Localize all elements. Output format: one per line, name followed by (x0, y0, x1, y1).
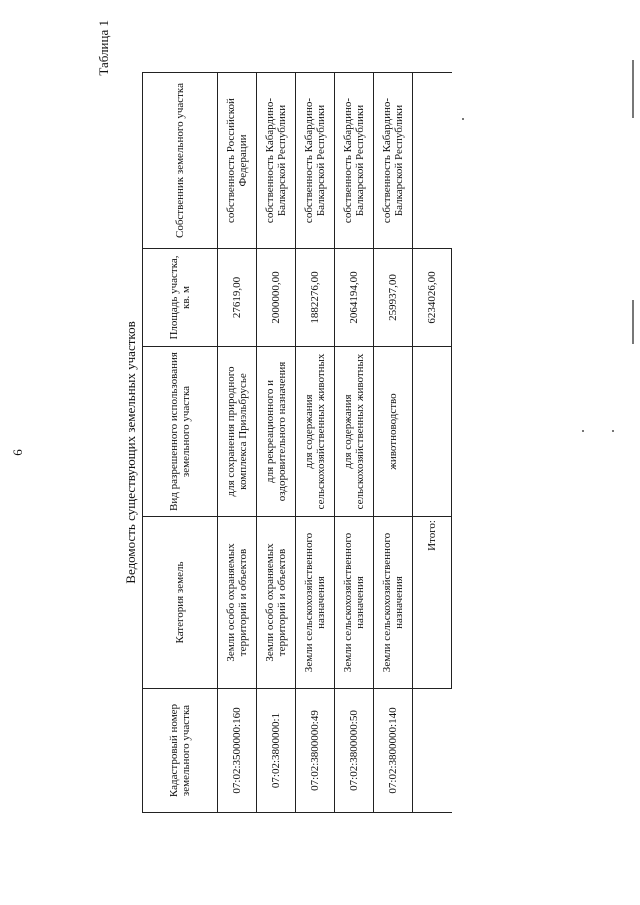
cell-area: 1882276,00 (296, 249, 335, 347)
header-land-category: Категория земель (143, 517, 218, 689)
cell-land-category: Земли сельскохозяйственного назначения (374, 517, 413, 689)
table-label: Таблица 1 (96, 20, 111, 76)
cell-area: 2064194,00 (335, 249, 374, 347)
scan-edge-mark (632, 300, 634, 344)
cell-land-category: Земли особо охраняемых территорий и объектов (257, 517, 296, 689)
scan-edge-mark (612, 430, 614, 432)
scan-edge-mark (462, 118, 464, 120)
total-blank-cell (413, 73, 452, 249)
cell-cadastral-number: 07:02:3800000:49 (296, 689, 335, 813)
table-row (218, 73, 257, 813)
cell-cadastral-number: 07:02:3800000:1 (257, 689, 296, 813)
cell-owner: собственность Кабардино-Балкарской Республики (374, 73, 413, 249)
total-label: Итого: (413, 517, 452, 689)
table-row (335, 73, 374, 813)
cell-owner: собственность Кабардино-Балкарской Республики (335, 73, 374, 249)
table-title: Ведомость существующих земельных участков (123, 321, 138, 584)
header-owner: Собственник земельного участка (143, 73, 218, 249)
cell-owner: собственность Кабардино-Балкарской Республики (257, 73, 296, 249)
header-cadastral-number: Кадастровый номер земельного участка (143, 689, 218, 813)
cell-land-category: Земли особо охраняемых территорий и объектов (218, 517, 257, 689)
land-plots-table (142, 72, 452, 813)
cell-permitted-use: для рекреационного и оздоровительного назначения (257, 347, 296, 517)
cell-permitted-use: для содержания сельскохозяйственных животных (296, 347, 335, 517)
cell-permitted-use: животноводство (374, 347, 413, 517)
table-header-row (143, 73, 218, 813)
total-blank-cell (413, 347, 452, 517)
total-row (413, 73, 452, 813)
total-blank-cell (413, 689, 452, 813)
cell-land-category: Земли сельскохозяйственного назначения (335, 517, 374, 689)
page-number: 6 (10, 449, 25, 456)
table-row (257, 73, 296, 813)
table-row (374, 73, 413, 813)
cell-area: 259937,00 (374, 249, 413, 347)
cell-permitted-use: для сохранения природного комплекса Приэльбрусье (218, 347, 257, 517)
header-permitted-use: Вид разрешенного использования земельного участка (143, 347, 218, 517)
cell-area: 2000000,00 (257, 249, 296, 347)
table-row (296, 73, 335, 813)
cell-cadastral-number: 07:02:3500000:160 (218, 689, 257, 813)
cell-owner: собственность Российской Федерации (218, 73, 257, 249)
cell-land-category: Земли сельскохозяйственного назначения (296, 517, 335, 689)
header-area: Площадь участка, кв. м (143, 249, 218, 347)
cell-cadastral-number: 07:02:3800000:140 (374, 689, 413, 813)
cell-permitted-use: для содержания сельскохозяйственных животных (335, 347, 374, 517)
cell-area: 27619,00 (218, 249, 257, 347)
scan-edge-mark (582, 430, 584, 432)
scan-edge-mark (632, 60, 634, 118)
total-value: 6234026,00 (413, 249, 452, 347)
cell-cadastral-number: 07:02:3800000:50 (335, 689, 374, 813)
cell-owner: собственность Кабардино-Балкарской Республики (296, 73, 335, 249)
